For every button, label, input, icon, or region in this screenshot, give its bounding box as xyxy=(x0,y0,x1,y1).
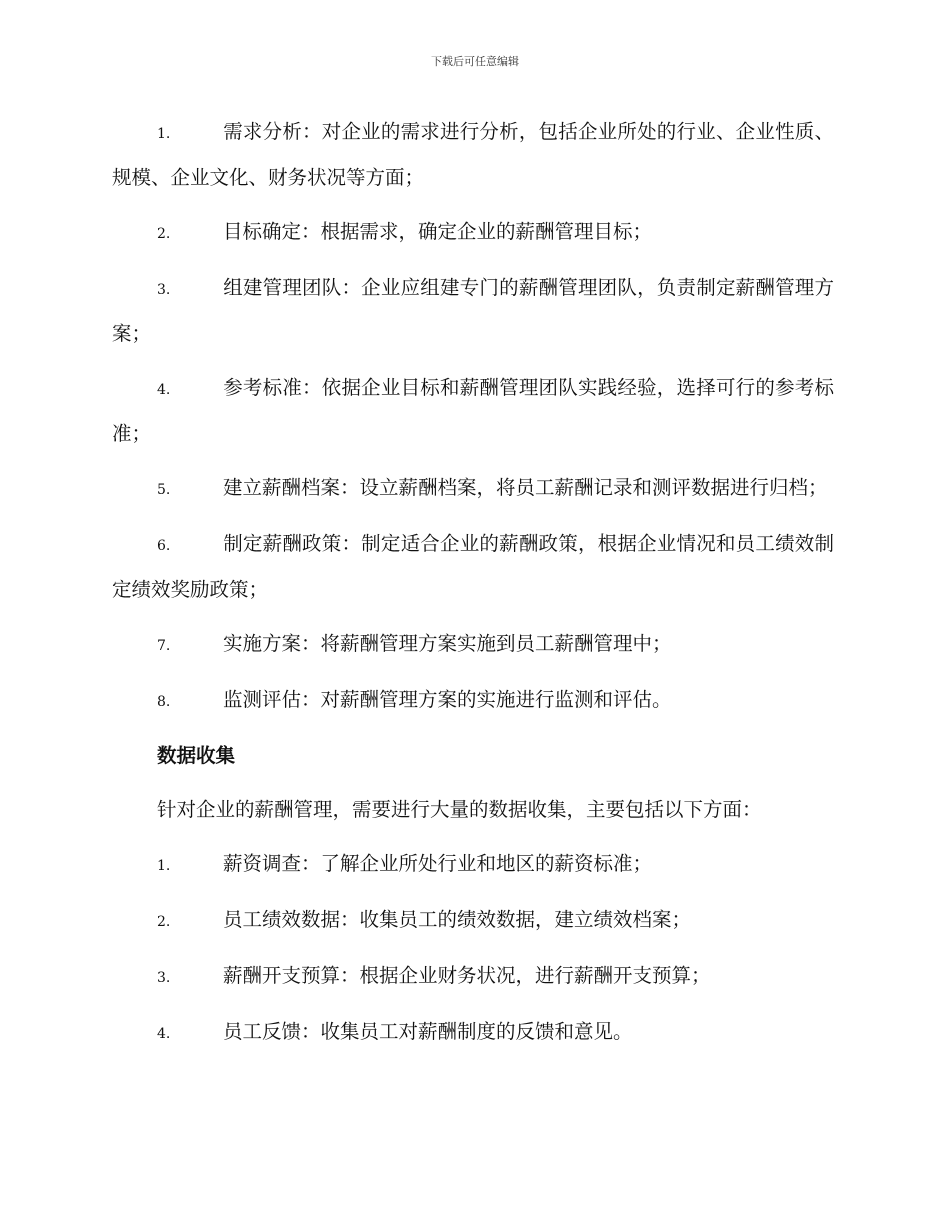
list-text: 建立薪酬档案：设立薪酬档案，将员工薪酬记录和测评数据进行归档； xyxy=(223,476,828,499)
list-item xyxy=(112,110,834,200)
list-item xyxy=(112,678,834,724)
data-collection-list xyxy=(112,842,834,1056)
list-text: 员工反馈：收集员工对薪酬制度的反馈和意见。 xyxy=(223,1020,633,1043)
list-text: 组建管理团队：企业应组建专门的薪酬管理团队，负责制定薪酬管理方案； xyxy=(112,276,834,345)
list-item xyxy=(112,954,834,1000)
list-number: 6. xyxy=(157,538,171,554)
list-number: 1. xyxy=(157,858,171,874)
list-number: 2. xyxy=(157,226,171,242)
list-item xyxy=(112,266,834,356)
document-body xyxy=(112,110,834,1066)
list-item xyxy=(112,1010,834,1056)
list-item xyxy=(112,210,834,256)
steps-list xyxy=(112,110,834,724)
list-number: 8. xyxy=(157,694,171,710)
list-number: 4. xyxy=(157,382,171,398)
list-number: 4. xyxy=(157,1026,171,1042)
list-text: 监测评估：对薪酬管理方案的实施进行监测和评估。 xyxy=(223,688,672,711)
list-item xyxy=(112,366,834,456)
section-intro: 针对企业的薪酬管理，需要进行大量的数据收集，主要包括以下方面： xyxy=(157,798,762,821)
list-text: 员工绩效数据：收集员工的绩效数据，建立绩效档案； xyxy=(223,908,692,931)
list-text: 实施方案：将薪酬管理方案实施到员工薪酬管理中； xyxy=(223,632,672,655)
list-text: 参考标准：依据企业目标和薪酬管理团队实践经验，选择可行的参考标准； xyxy=(112,376,834,445)
page-header: 下载后可任意编辑 xyxy=(431,55,519,68)
list-number: 5. xyxy=(157,482,171,498)
list-number: 2. xyxy=(157,914,171,930)
list-item xyxy=(112,622,834,668)
list-text: 制定薪酬政策：制定适合企业的薪酬政策，根据企业情况和员工绩效制定绩效奖励政策； xyxy=(112,532,834,601)
list-item xyxy=(112,522,834,612)
list-item xyxy=(112,842,834,888)
list-text: 目标确定：根据需求，确定企业的薪酬管理目标； xyxy=(223,220,653,243)
list-number: 7. xyxy=(157,638,171,654)
list-item xyxy=(112,466,834,512)
list-text: 需求分析：对企业的需求进行分析，包括企业所处的行业、企业性质、规模、企业文化、财务状况等方面； xyxy=(112,120,834,189)
section-heading: 数据收集 xyxy=(157,744,236,767)
list-number: 1. xyxy=(157,126,171,142)
list-number: 3. xyxy=(157,970,171,986)
list-item xyxy=(112,898,834,944)
list-text: 薪资调查：了解企业所处行业和地区的薪资标准； xyxy=(223,852,653,875)
list-number: 3. xyxy=(157,282,171,298)
list-text: 薪酬开支预算：根据企业财务状况，进行薪酬开支预算； xyxy=(223,964,711,987)
